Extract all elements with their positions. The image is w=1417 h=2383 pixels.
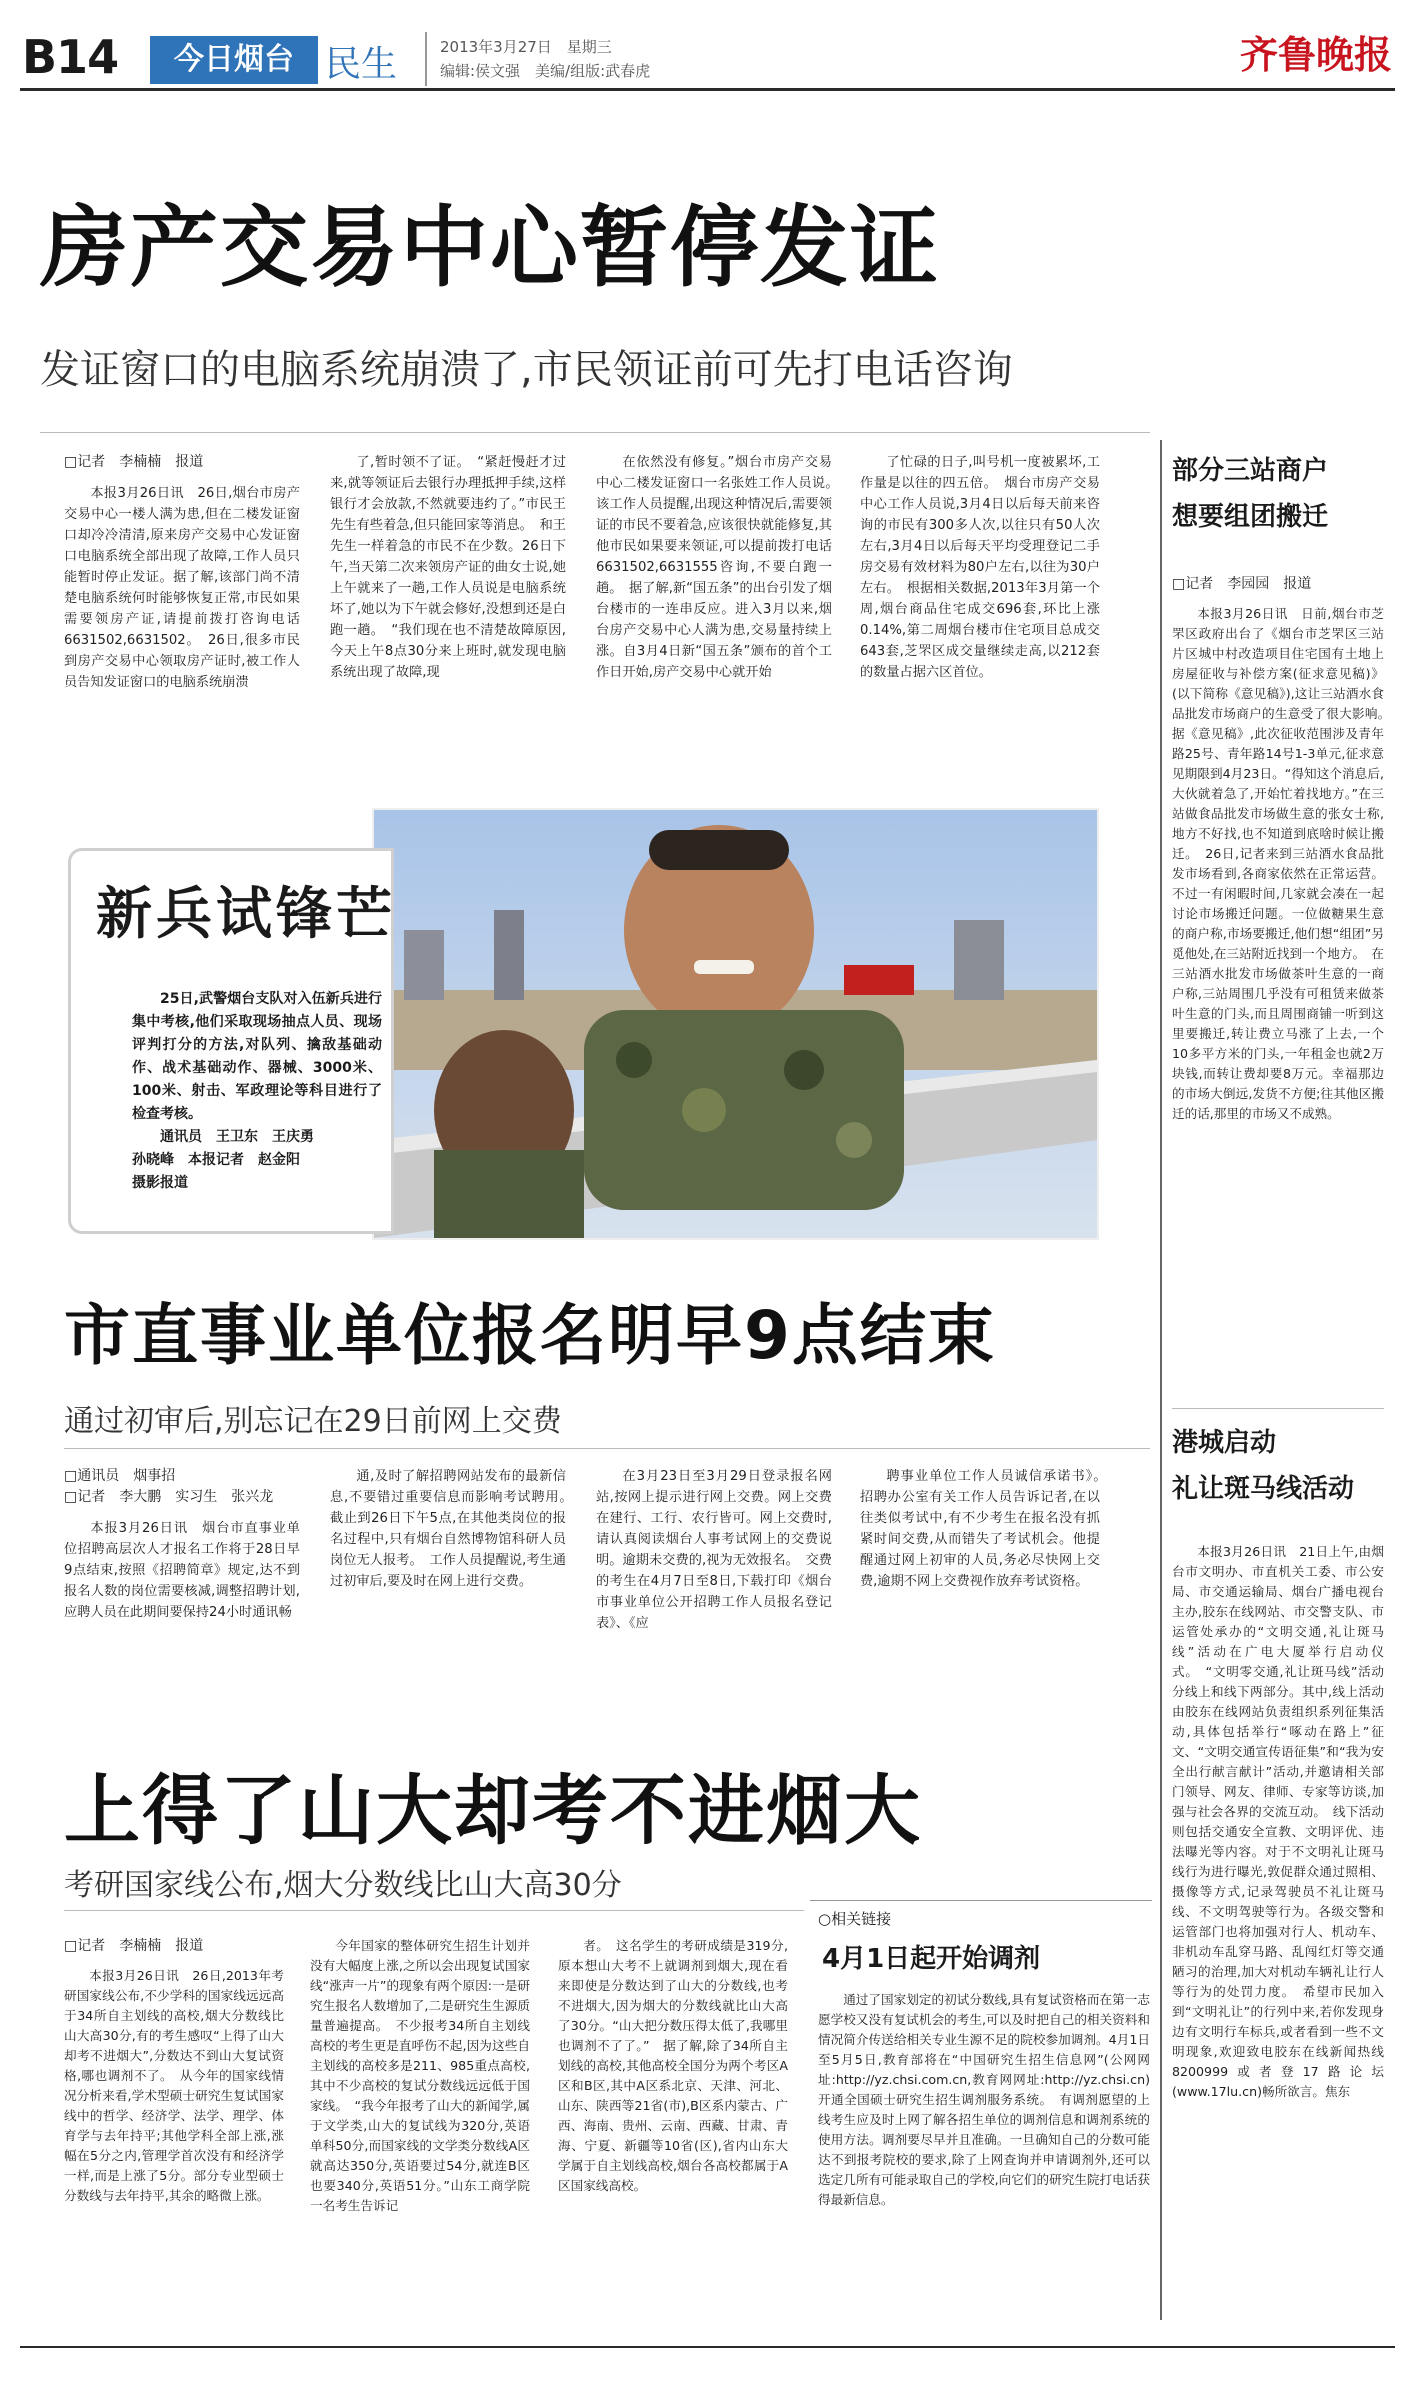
story2-byline-2: □记者 李大鹏 实习生 张兴龙	[64, 1489, 274, 1505]
story1-col3-text: 在依然没有修复。”烟台市房产交易中心二楼发证窗口一名张姓工作人员说。 该工作人员提醒,出现这种情况后,需要领证的市民不要着急,应该很快就能修复,其他市民如果要来领证,可以提前拨打电话6631502,6631555咨询,不要白跑一趟。 据了解,新“国五条”的出台引发了烟台楼市的一连串反应。进入3月以来,烟台房产交易中心人满为患,交易量持续上涨。自3月4日新“国五条”颁布的首个工作日开始,房产交易中心就开始	[596, 455, 846, 680]
story3-column-3	[558, 1936, 788, 2196]
side-rule	[1172, 1408, 1384, 1409]
side2-title-2: 礼让斑马线活动	[1172, 1474, 1355, 1504]
story1-col2-text: 了,暂时领不了证。 “紧赶慢赶才过来,就等领证后去银行办理抵押手续,这样银行才会放款,不然就要违约了。”市民王先生有些着急,但只能回家等消息。 和王先生一样着急的市民不在少数。26日下午,当天第二次来领房产证的曲女士说,她上午就来了一趟,工作人员说是电脑系统坏了,她以为下午就会修好,没想到还是白跑一趟。 “我们现在也不清楚故障原因,今天上午8点30分来上班时,就发现电脑系统出现了故障,现	[330, 455, 566, 680]
story3-subhead: 考研国家线公布,烟大分数线比山大高30分	[64, 1868, 622, 1903]
story2-column-2	[330, 1466, 580, 1592]
side1-byline: □记者 李园园 报道	[1172, 576, 1312, 592]
editor-credits: 编辑:侯文强 美编/组版:武春虎	[440, 62, 651, 80]
story3-headline: 上得了山大却考不进烟大	[64, 1766, 922, 1855]
photo-credits-2: 孙晓峰 本报记者 赵金阳	[132, 1152, 300, 1168]
story2-headline: 市直事业单位报名明早9点结束	[64, 1297, 996, 1374]
related-link-text: 通过了国家划定的初试分数线,具有复试资格而在第一志愿学校又没有复试机会的考生,可以及时把自己的相关资料和情况简介传送给相关专业生源不足的院校参加调剂。4月1日至5月5日,教育部将在“中国研究生招生信息网”(公网网址:http://yz.chsi.com.cn,教育网网址:http://yz.chsi.cn)开通全国硕士研究生招生调剂服务系统。 有调剂愿望的上线考生应及时上网了解各招生单位的调剂信息和调剂系统的使用方法。调剂要尽早并且准确。一旦确知自己的分数可能达不到报考院校的要求,除了上网查询并申请调剂外,还可以选定几所有可能录取自己的学校,向它们的研究生院打电话获得最新信息。	[818, 1992, 1150, 2207]
story3-rule	[64, 1910, 804, 1911]
side2-text: 本报3月26日讯 21日上午,由烟台市文明办、市直机关工委、市公安局、市交通运输局、烟台广播电视台主办,胶东在线网站、市交警支队、市运管处承办的“文明交通,礼让斑马线”活动在广电大厦举行启动仪式。 “文明零交通,礼让斑马线”活动分线上和线下两部分。其中,线上活动由胶东在线网站负责组织系列征集活动,具体包括举行“啄动在路上”征文、“文明交通宣传语征集”和“我为安全出行献言献计”活动,并邀请相关部门领导、网友、律师、专家等访谈,加强与社会各界的交流互动。 线下活动则包括交通安全宣教、文明评优、违法曝光等内容。对于不文明礼让斑马线行为进行曝光,敦促群众通过照相、摄像等方式,记录驾驶员不礼让斑马线、不文明驾驶等行为。各级交警和运管部门也将加强对行人、机动车、非机动车乱穿马路、乱闯红灯等交通陋习的治理,加大对机动车辆礼让行人等行为的处罚力度。 希望市民加入到“文明礼让”的行列中来,若你发现身边有文明行车标兵,或者看到一些不文明现象,欢迎致电胶东在线新闻热线8200999或者登17路论坛(www.17lu.cn)畅所欲言。焦东	[1172, 1544, 1384, 2099]
story2-column-1	[64, 1466, 300, 1623]
page-bottom-rule	[20, 2346, 1395, 2348]
side2-title-1: 港城启动	[1172, 1428, 1277, 1458]
side1-text: 本报3月26日讯 日前,烟台市芝罘区政府出台了《烟台市芝罘区三站片区城中村改造项目住宅国有土地上房屋征收与补偿方案(征求意见稿)》(以下简称《意见稿》),这让三站酒水食品批发市场商户的生意受了很大影响。 据《意见稿》,此次征收范围涉及青年路25号、青年路14号1-3单元,征求意见期限到4月23日。“得知这个消息后,大伙就着急了,开始忙着找地方。”在三站做食品批发市场做生意的张女士称,地方不好找,也不知道到底啥时候让搬迁。 26日,记者来到三站酒水食品批发市场看到,各商家依然在正常运营。不过一有闲暇时间,几家就会凑在一起讨论市场搬迁问题。一位做糖果生意的商户称,市场要搬迁,他们想“组团”另觅他处,在三站附近找到一个地方。 在三站酒水批发市场做茶叶生意的一商户称,三站周围几乎没有可租赁来做茶叶生意的门头,而且周围商铺一听到这里要搬迁,转让费立马涨了上去,一个10多平方米的门头,一年租金也就2万块钱,而转让费却要8万元。幸福那边的市场大倒远,发货不方便;往其他区搬迁的话,那里的市场又不成熟。	[1172, 606, 1397, 1121]
story1-col4-text: 了忙碌的日子,叫号机一度被累坏,工作量是以往的四五倍。 烟台市房产交易中心工作人员说,3月4日以后每天前来咨询的市民有300多人次,以往只有50人次左右,3月4日以后每天平均受理登记二手房交易有效材料为80户左右,以往为30户左右。 根据相关数据,2013年3月第一个周,烟台商品住宅成交696套,环比上涨0.14%,第二周烟台楼市住宅项目总成交643套,芝罘区成交量继续走高,以212套的数量占据六区首位。	[860, 455, 1100, 680]
related-link-label: ○相关链接	[818, 1910, 892, 1928]
story2-subhead: 通过初审后,别忘记在29日前网上交费	[64, 1404, 562, 1439]
story3-column-1	[64, 1936, 284, 2206]
photo-illustration	[374, 810, 1097, 1238]
story2-byline-1: □通讯员 烟事招	[64, 1468, 176, 1484]
story1-rule	[40, 432, 1150, 433]
story2-col4-text: 聘事业单位工作人员诚信承诺书》。 招聘办公室有关工作人员告诉记者,在以往类似考试中,有不少考生在报名没有抓紧时间交费,从而错失了考试机会。他提醒通过网上初审的人员,务必尽快网上交费,逾期不网上交费视作放弃考试资格。	[860, 1469, 1114, 1589]
photo-credits-3: 摄影报道	[132, 1175, 188, 1191]
photo-credits-1: 通讯员 王卫东 王庆勇	[160, 1129, 314, 1145]
story3-col3-text: 者。 这名学生的考研成绩是319分,原本想山大考不上就调剂到烟大,现在看来即使是分数达到了山大的分数线,也考不进烟大,因为烟大的分数线就比山大高了30分。“山大把分数压得太低了,我哪里也调剂不了了。” 据了解,除了34所自主划线的高校,其他高校全国分为两个考区A区和B区,其中A区系北京、天津、河北、山东、陕西等21省(市),B区系内蒙古、广西、海南、贵州、云南、西藏、甘肃、青海、宁夏、新疆等10省(区),省内山东大学属于自主划线高校,烟台各高校都属于A区国家线高校。	[558, 1938, 788, 2193]
side1-body	[1172, 574, 1397, 1124]
story1-column-2	[330, 452, 566, 683]
story3-col1-text: 本报3月26日讯 26日,2013年考研国家线公布,不少学科的国家线远远高于34所自主划线的高校,烟大分数线比山大高30分,有的考生感叹“上得了山大却考不进烟大”,分数达不到山大复试资格,哪也调剂不了。 从今年的国家线情况分析来看,学术型硕士研究生复试国家线中的哲学、经济学、法学、理学、体育学与去年持平;其他学科全部上涨,涨幅在5分之内,管理学首次没有和经济学一样,而是上涨了5分。部分专业型硕士分数线与去年持平,其余的略微上涨。	[64, 1968, 284, 2203]
photo-feature-title: 新兵试锋芒	[96, 882, 396, 947]
story2-col3-text: 在3月23日至3月29日登录报名网站,按网上提示进行网上交费。网上交费在建行、工行、农行皆可。网上交费时,请认真阅读烟台人事考试网上的交费说明。逾期未交费的,视为无效报名。 交费的考生在4月7日至8日,下载打印《烟台市事业单位公开招聘工作人员报名登记表》、《应	[596, 1469, 832, 1631]
story2-col1-text: 本报3月26日讯 烟台市直事业单位招聘高层次人才报名工作将于28日早9点结束,按照《招聘简章》规定,达不到报名人数的岗位需要核减,调整招聘计划,应聘人员在此期间要保持24小时通讯畅	[64, 1521, 300, 1620]
page-number: B14	[22, 30, 119, 84]
story1-column-1	[64, 452, 300, 693]
header-divider	[425, 32, 427, 86]
story3-col2-text: 今年国家的整体研究生招生计划并没有大幅度上涨,之所以会出现复试国家线“涨声一片”的现象有两个原因:一是研究生报名人数增加了,二是研究生生源质量普遍提高。 不少报考34所自主划线高校的考生更是直呼伤不起,因为这些自主划线的高校多是211、985重点高校,其中不少高校的复试分数线远远低于国家线。 “我今年报考了山大的新闻学,属于文学类,山大的复试线为320分,英语单科50分,而国家线的文学类分数线A区就高达350分,英语要过54分,就连B区也要340分,英语51分。”山东工商学院一名考生告诉记	[310, 1938, 530, 2213]
photo-caption-text: 25日,武警烟台支队对入伍新兵进行集中考核,他们采取现场抽点人员、现场评判打分的方法,对队列、擒敌基础动作、战术基础动作、器械、3000米、100米、射击、军政理论等科目进行了检查考核。	[132, 991, 382, 1122]
section-name: 民生	[325, 44, 398, 85]
related-link-body	[818, 1990, 1150, 2210]
photo-caption	[132, 988, 382, 1195]
side1-title-1: 部分三站商户	[1172, 456, 1329, 486]
story1-column-4	[860, 452, 1100, 683]
story2-column-3	[596, 1466, 832, 1634]
side2-body	[1172, 1542, 1384, 2102]
side2-titles	[1172, 1420, 1384, 1512]
newspaper-logo: 齐鲁晚报	[1240, 32, 1393, 77]
sidebar-divider	[1160, 440, 1162, 2320]
story3-byline: □记者 李楠楠 报道	[64, 1938, 204, 1954]
story1-subhead: 发证窗口的电脑系统崩溃了,市民领证前可先打电话咨询	[40, 347, 1013, 393]
related-link-title: 4月1日起开始调剂	[822, 1944, 1041, 1974]
story2-rule	[64, 1448, 1150, 1449]
story3-column-2	[310, 1936, 530, 2216]
side1-titles	[1172, 448, 1372, 540]
story2-column-4	[860, 1466, 1114, 1592]
story1-col1-text: 本报3月26日讯 26日,烟台市房产交易中心一楼人满为患,但在二楼发证窗口却冷冷清清,原来房产交易中心发证窗口电脑系统全部出现了故障,工作人员只能暂时停止发证。据了解,该部门尚不清楚电脑系统何时能够恢复正常,市民如果需要领房产证,请提前拨打咨询电话6631502,6631502。 26日,很多市民到房产交易中心领取房产证时,被工作人员告知发证窗口的电脑系统崩溃	[64, 486, 300, 690]
issue-date: 2013年3月27日 星期三	[440, 38, 612, 56]
story2-col2-text: 通,及时了解招聘网站发布的最新信息,不要错过重要信息而影响考试聘用。 截止到26日下午5点,在其他类岗位的报名过程中,只有烟台自然博物馆科研人员岗位无人报考。 工作人员提醒说,考生通过初审后,要及时在网上进行交费。	[330, 1469, 580, 1589]
story1-column-3	[596, 452, 846, 683]
story1-byline: □记者 李楠楠 报道	[64, 454, 204, 470]
side1-title-2: 想要组团搬迁	[1172, 502, 1329, 532]
soldier-training-photo	[372, 808, 1099, 1240]
story1-headline: 房产交易中心暂停发证	[40, 196, 941, 299]
section-tag: 今日烟台	[150, 36, 318, 84]
